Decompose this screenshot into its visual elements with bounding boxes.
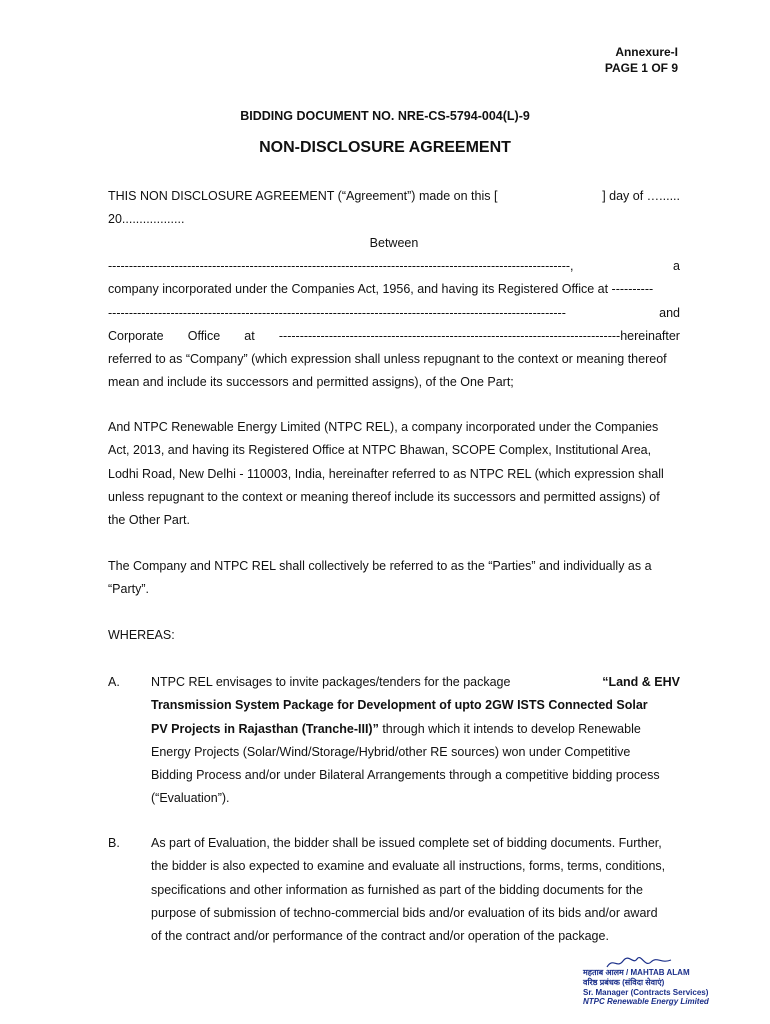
text-line: Bidding Process and/or under Bilateral Arrangements through a competitive bidding process bbox=[151, 768, 660, 783]
text-word: Office bbox=[187, 328, 221, 343]
official-stamp bbox=[583, 955, 709, 1013]
text-line: (“Evaluation”). bbox=[151, 791, 230, 806]
text-line: the Other Part. bbox=[108, 513, 190, 528]
corporate-office-blank: ----------------------------------------------------------------------------------hereinafter bbox=[278, 328, 680, 343]
page-number: PAGE 1 OF 9 bbox=[604, 61, 678, 75]
package-name-start: “Land & EHV bbox=[602, 675, 680, 689]
text-line: the bidder is also expected to examine and evaluate all instructions, forms, terms, conditions, bbox=[151, 859, 666, 874]
bidding-document-number: BIDDING DOCUMENT NO. NRE-CS-5794-004(L)-9 bbox=[240, 109, 530, 123]
whereas-heading bbox=[108, 624, 680, 647]
stamp-designation-hindi: वरिष्ठ प्रबंधक (संविदा सेवाएं) bbox=[583, 978, 665, 987]
text-line: of the contract and/or performance of the contract and/or operation of the package. bbox=[151, 929, 609, 944]
text-line: unless repugnant to the context or meaning thereof include its successors and permitted assigns) of bbox=[108, 489, 660, 504]
intro-date-text: ] day of …...... bbox=[602, 189, 680, 203]
text-line: Act, 2013, and having its Registered Office at NTPC Bhawan, SCOPE Complex, Institutional Area, bbox=[108, 443, 652, 458]
stamp-designation: Sr. Manager (Contracts Services) bbox=[583, 988, 709, 997]
text-line: purpose of submission of techno-commercial bids and/or evaluation of its bids and/or award bbox=[151, 905, 658, 920]
text-line: Energy Projects (Solar/Wind/Storage/Hybrid/other RE sources) won under Competitive bbox=[151, 744, 631, 759]
package-name: Transmission System Package for Development of upto 2GW ISTS Connected Solar bbox=[151, 698, 648, 713]
whereas-label: WHEREAS: bbox=[108, 628, 175, 642]
text-line: through which it intends to develop Renewable bbox=[378, 721, 641, 736]
text-line: company incorporated under the Companies Act, 1956, and having its Registered Office at ---------- bbox=[108, 282, 654, 297]
company-name-blank: ---------------------------------------------------------------------------------------------------------------, bbox=[108, 259, 574, 273]
registered-office-blank: -------------------------------------------------------------------------------------------------------------- bbox=[108, 305, 566, 320]
text-line: As part of Evaluation, the bidder shall be issued complete set of bidding documents. Further, bbox=[151, 836, 662, 850]
text-line: referred to as “Company” (which expression shall unless repugnant to the context or meaning thereof bbox=[108, 352, 667, 367]
text-line: specifications and other information as furnished as part of the bidding documents for the bbox=[151, 882, 643, 897]
text-line: And NTPC Renewable Energy Limited (NTPC REL), a company incorporated under the Companies bbox=[108, 420, 659, 434]
stamp-name: महताब आलम / MAHTAB ALAM bbox=[583, 968, 690, 977]
text-line: The Company and NTPC REL shall collectively be referred to as the “Parties” and individually as a bbox=[108, 559, 652, 573]
text-line: mean and include its successors and permitted assigns), of the One Part; bbox=[108, 375, 514, 390]
recital-a-text bbox=[151, 671, 680, 811]
recital-marker: A. bbox=[108, 675, 120, 689]
text-line: and bbox=[659, 305, 680, 320]
text-word: Corporate bbox=[108, 328, 164, 343]
parties-definition-paragraph bbox=[108, 555, 680, 602]
recital-marker: B. bbox=[108, 836, 120, 850]
text-line: a bbox=[673, 259, 680, 273]
text-line: Lodhi Road, New Delhi - 110003, India, hereinafter referred to as NTPC REL (which expression shall bbox=[108, 466, 664, 481]
intro-paragraph bbox=[108, 185, 680, 255]
stamp-company: NTPC Renewable Energy Limited bbox=[583, 997, 709, 1006]
intro-text: THIS NON DISCLOSURE AGREEMENT (“Agreement”) made on this [ bbox=[108, 189, 498, 203]
party-one-paragraph bbox=[108, 255, 680, 395]
package-name-end: PV Projects in Rajasthan (Tranche-III)” bbox=[151, 721, 379, 736]
text-line: NTPC REL envisages to invite packages/tenders for the package bbox=[151, 675, 511, 689]
intro-year: 20.................. bbox=[108, 212, 185, 227]
between-label: Between bbox=[369, 235, 419, 250]
text-word: at bbox=[244, 328, 255, 343]
document-title: NON-DISCLOSURE AGREEMENT bbox=[259, 139, 511, 156]
party-two-paragraph bbox=[108, 416, 680, 532]
recital-b-text bbox=[151, 832, 680, 948]
annexure-label: Annexure-I bbox=[615, 45, 678, 59]
text-line: “Party”. bbox=[108, 582, 149, 597]
page-header bbox=[605, 44, 678, 76]
